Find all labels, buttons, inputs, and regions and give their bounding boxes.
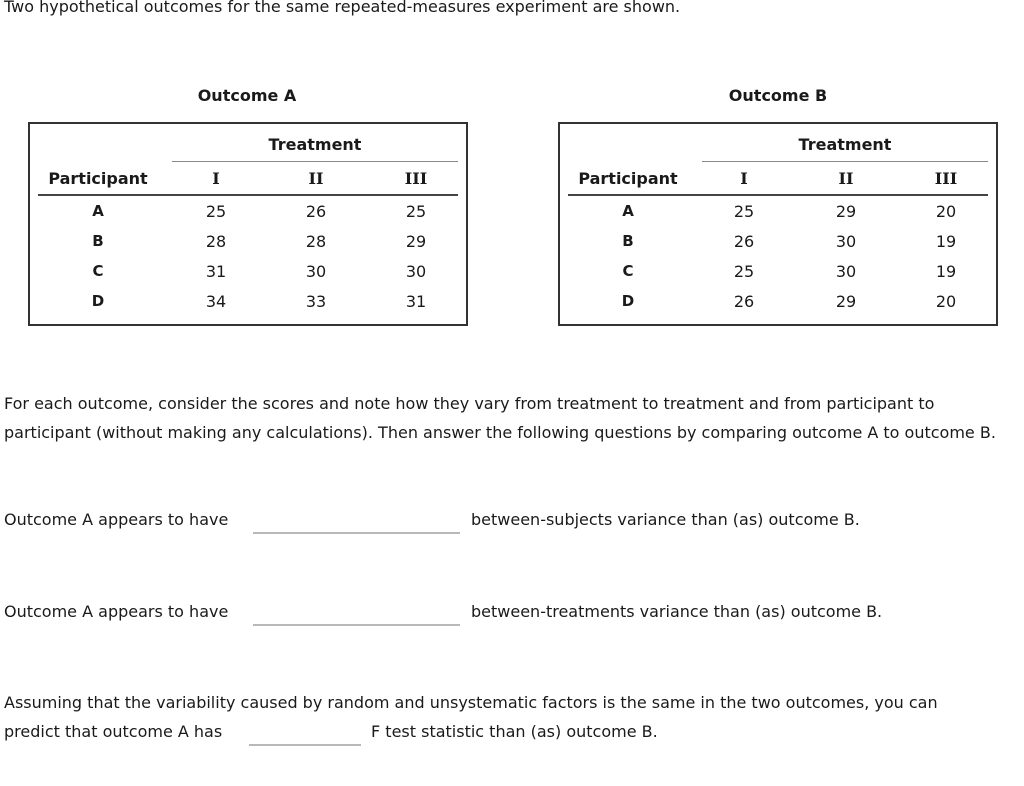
treatment-header: Treatment [798, 135, 892, 154]
table-cell: 25 [405, 202, 427, 221]
treatment-rule [702, 161, 988, 162]
col-header-i: I [740, 169, 748, 188]
table-cell: 26 [305, 202, 327, 221]
question-2-prefix: Outcome A appears to have [4, 602, 229, 621]
outcome-a-table [28, 122, 468, 326]
table-cell: 30 [305, 262, 327, 281]
table-cell: 20 [935, 202, 957, 221]
table-cell: 29 [405, 232, 427, 251]
participant-label: B [92, 232, 104, 250]
table-cell: 19 [935, 232, 957, 251]
question-3-line1: Assuming that the variability caused by random and unsystematic factors is the same in the two outcomes, you can [4, 693, 938, 712]
header-rule [568, 194, 988, 196]
participant-label: A [622, 202, 634, 220]
question-1-answer-blank[interactable] [253, 512, 460, 534]
intro-text: Two hypothetical outcomes for the same repeated-measures experiment are shown. [4, 0, 681, 16]
table-cell: 25 [205, 202, 227, 221]
instructions-paragraph: For each outcome, consider the scores and note how they vary from treatment to treatment and from participant to participant (without making any calculations). Then answer the following questions by comparing outcome A to outcome B. [4, 394, 996, 442]
col-header-ii: II [838, 169, 854, 188]
table-cell: 33 [305, 292, 327, 311]
participant-label: C [622, 262, 634, 280]
participant-header: Participant [48, 169, 148, 188]
table-cell: 26 [733, 292, 755, 311]
participant-label: C [92, 262, 104, 280]
table-cell: 26 [733, 232, 755, 251]
table-cell: 31 [405, 292, 427, 311]
question-2-suffix: between-treatments variance than (as) outcome B. [471, 602, 883, 621]
table-cell: 30 [835, 232, 857, 251]
question-1-suffix: between-subjects variance than (as) outcome B. [471, 510, 860, 529]
participant-header: Participant [578, 169, 678, 188]
table-cell: 28 [205, 232, 227, 251]
table-cell: 34 [205, 292, 227, 311]
treatment-header: Treatment [268, 135, 362, 154]
table-cell: 29 [835, 292, 857, 311]
outcome-b-table [558, 122, 998, 326]
col-header-i: I [212, 169, 220, 188]
col-header-ii: II [308, 169, 324, 188]
participant-label: B [622, 232, 634, 250]
participant-label: A [92, 202, 104, 220]
participant-label: D [91, 292, 105, 310]
table-cell: 29 [835, 202, 857, 221]
outcome-a-title: Outcome A [197, 86, 297, 105]
question-3-prefix: predict that outcome A has [4, 722, 223, 741]
table-cell: 20 [935, 292, 957, 311]
table-cell: 30 [835, 262, 857, 281]
table-cell: 19 [935, 262, 957, 281]
question-3-answer-blank[interactable] [249, 724, 361, 746]
treatment-rule [172, 161, 458, 162]
table-cell: 25 [733, 202, 755, 221]
table-cell: 31 [205, 262, 227, 281]
outcome-b-title: Outcome B [728, 86, 828, 105]
header-rule [38, 194, 458, 196]
question-1-prefix: Outcome A appears to have [4, 510, 229, 529]
col-header-iii: III [404, 169, 428, 188]
question-2-answer-blank[interactable] [253, 604, 460, 626]
table-cell: 30 [405, 262, 427, 281]
table-cell: 25 [733, 262, 755, 281]
table-cell: 28 [305, 232, 327, 251]
participant-label: D [621, 292, 635, 310]
question-3-suffix: F test statistic than (as) outcome B. [371, 722, 658, 741]
col-header-iii: III [934, 169, 958, 188]
